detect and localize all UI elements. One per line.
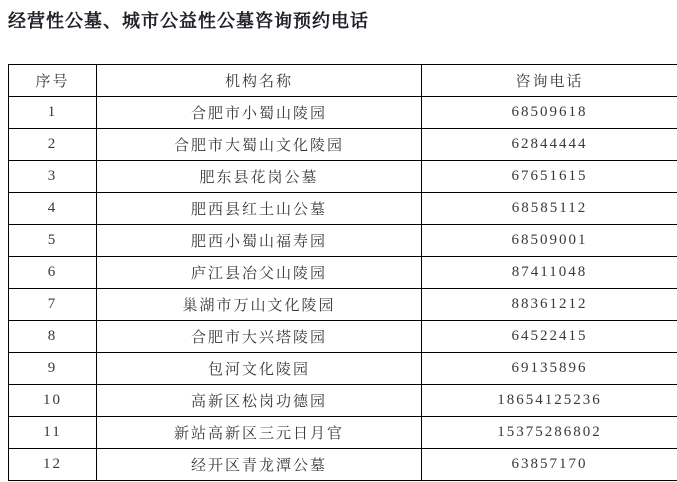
table-row [9,289,677,321]
cell-phone: 68509001 [422,225,677,257]
cell-no: 10 [9,385,97,417]
cell-name: 合肥市大兴塔陵园 [97,321,422,353]
cell-name: 高新区松岗功德园 [97,385,422,417]
cell-phone: 62844444 [422,129,677,161]
cell-name: 合肥市小蜀山陵园 [97,97,422,129]
page-title: 经营性公墓、城市公益性公墓咨询预约电话 [8,11,369,31]
table-row [9,225,677,257]
cell-phone: 63857170 [422,449,677,481]
table-row [9,417,677,449]
table-row [9,321,677,353]
table-row [9,97,677,129]
table-row [9,385,677,417]
column-header-name: 机构名称 [97,65,422,97]
cell-no: 3 [9,161,97,193]
cell-name: 肥东县花岗公墓 [97,161,422,193]
cell-phone: 15375286802 [422,417,677,449]
cell-name: 新站高新区三元日月官 [97,417,422,449]
cell-no: 6 [9,257,97,289]
cell-no: 5 [9,225,97,257]
cell-no: 8 [9,321,97,353]
cell-name: 经开区青龙潭公墓 [97,449,422,481]
cell-no: 4 [9,193,97,225]
cell-phone: 88361212 [422,289,677,321]
table-row [9,129,677,161]
column-header-no: 序号 [9,65,97,97]
cell-no: 11 [9,417,97,449]
cell-phone: 69135896 [422,353,677,385]
cemetery-phone-table [8,64,677,481]
cell-no: 2 [9,129,97,161]
cell-name: 巢湖市万山文化陵园 [97,289,422,321]
cell-phone: 68509618 [422,97,677,129]
cell-no: 12 [9,449,97,481]
table-row [9,353,677,385]
table-row [9,193,677,225]
cell-no: 1 [9,97,97,129]
cell-phone: 18654125236 [422,385,677,417]
cell-name: 合肥市大蜀山文化陵园 [97,129,422,161]
cell-name: 包河文化陵园 [97,353,422,385]
cell-no: 7 [9,289,97,321]
cell-name: 肥西小蜀山福寿园 [97,225,422,257]
column-header-phone: 咨询电话 [422,65,677,97]
cell-name: 肥西县红土山公墓 [97,193,422,225]
table-row [9,161,677,193]
cell-phone: 64522415 [422,321,677,353]
cell-phone: 68585112 [422,193,677,225]
cell-phone: 87411048 [422,257,677,289]
table-row [9,449,677,481]
table-header-row [9,65,677,97]
cell-phone: 67651615 [422,161,677,193]
cell-name: 庐江县冶父山陵园 [97,257,422,289]
cell-no: 9 [9,353,97,385]
table-row [9,257,677,289]
